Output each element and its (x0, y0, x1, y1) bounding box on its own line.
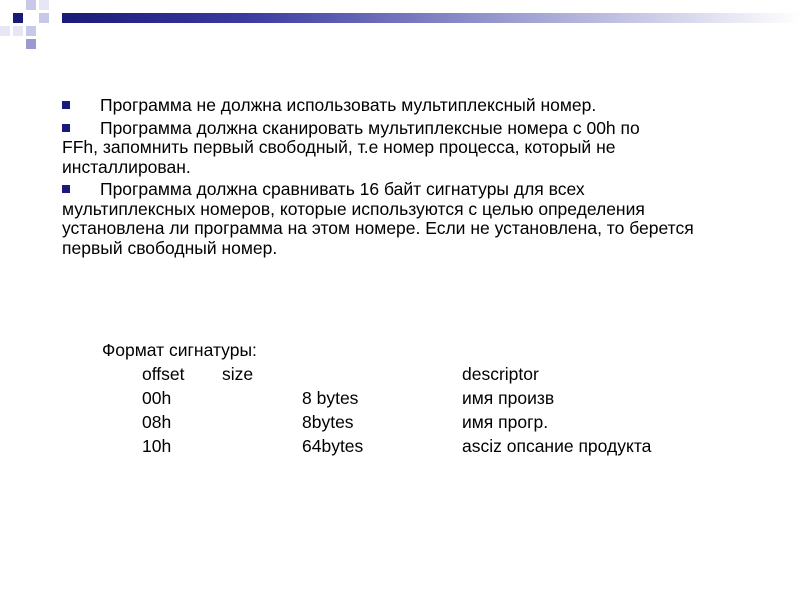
signature-header-row (102, 362, 800, 386)
row-size: 64bytes (302, 436, 364, 456)
row-offset: 10h (142, 436, 172, 456)
bullet-text: Программа не должна использовать мультиплексный номер. (100, 95, 597, 115)
deco-square (13, 26, 23, 36)
bullet-list (62, 96, 742, 261)
signature-row (102, 410, 800, 434)
square-bullet-icon (62, 185, 70, 193)
row-descriptor: asciz опсание продукта (462, 436, 652, 456)
row-offset: 00h (142, 388, 172, 408)
signature-row (102, 386, 800, 410)
header-descriptor: descriptor (462, 364, 539, 384)
bullet-item (62, 96, 742, 116)
deco-square (26, 39, 36, 49)
square-bullet-icon (62, 101, 70, 109)
header-gradient-bar (62, 13, 800, 23)
deco-square (0, 26, 10, 36)
row-descriptor: имя произв (462, 388, 555, 408)
bullet-text: Программа должна сравнивать 16 байт сигнатуры для всех (100, 179, 585, 199)
row-offset: 08h (142, 412, 172, 432)
deco-square (13, 13, 23, 23)
bullet-text-continued: мультиплексных номеров, которые используются с целью определения установлена ли программа на этом номере. Если не установлена, то берется первый свободный номер. (62, 198, 694, 258)
signature-title: Формат сигнатуры: (102, 340, 257, 360)
bullet-item (62, 119, 742, 178)
deco-square (26, 0, 36, 10)
row-size: 8 bytes (302, 388, 359, 408)
row-descriptor: имя прогр. (462, 412, 549, 432)
bullet-text: Программа должна сканировать мультиплексные номера с 00h по (100, 117, 640, 138)
bullet-item (62, 180, 742, 258)
square-bullet-icon (62, 124, 70, 132)
bullet-text-continued: FFh, запомнить первый свободный, т.е номер процесса, который не инсталлирован. (62, 137, 616, 177)
header-decoration (0, 0, 800, 50)
signature-row (102, 434, 800, 458)
row-size: 8bytes (302, 412, 354, 432)
header-size: size (222, 364, 254, 384)
deco-square (39, 0, 49, 10)
deco-square (39, 13, 49, 23)
deco-square (26, 26, 36, 36)
header-offset: offset (142, 364, 185, 384)
